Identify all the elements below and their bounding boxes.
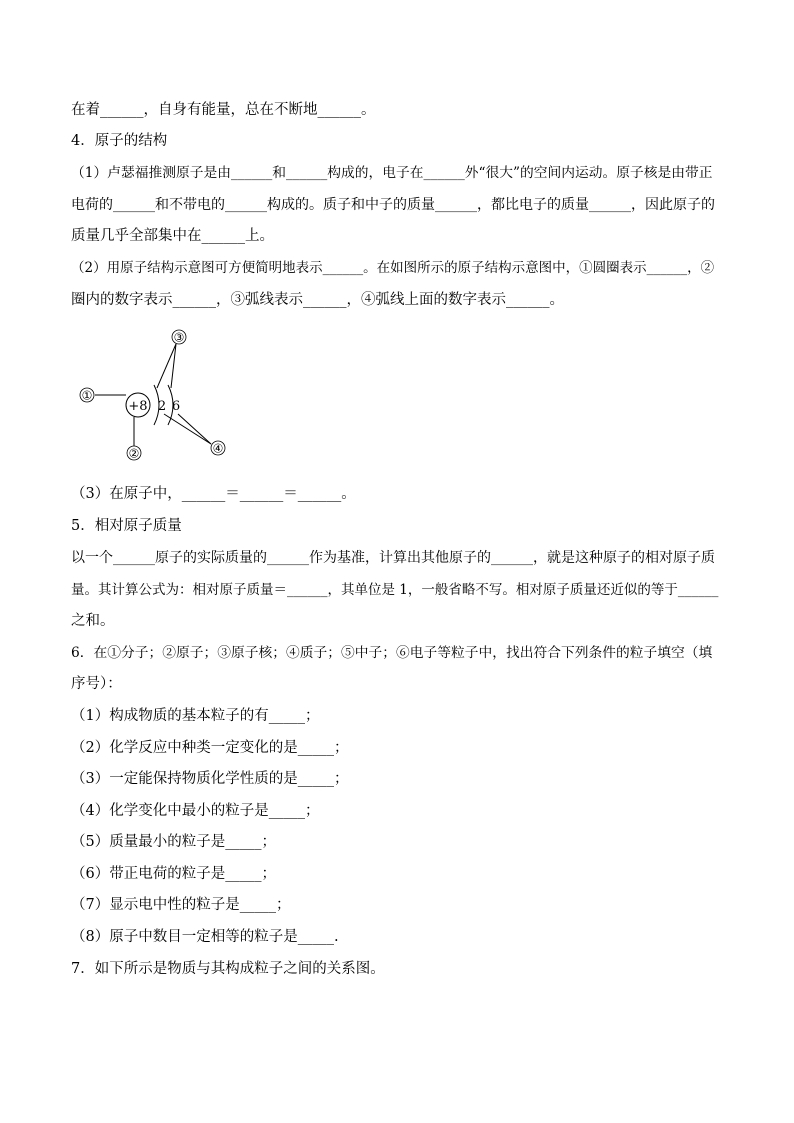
question-6-item-6: （6）带正电荷的粒子是_____； bbox=[71, 866, 276, 882]
question-6-item-4: （4）化学变化中最小的粒子是_____； bbox=[71, 803, 320, 819]
text-line-11: 量。其计算公式为：相对原子质量＝______，其单位是 1，一般省略不写。相对原子质量还近似的等于______ bbox=[71, 582, 719, 598]
text-line-6: （2）用原子结构示意图可方便简明地表示______。在如图所示的原子结构示意图中，①圆圈表示______，② bbox=[71, 260, 715, 276]
text-line-5: 质量几乎全部集中在______上。 bbox=[71, 228, 274, 244]
label-4-line-b bbox=[178, 414, 211, 444]
question-6-item-7: （7）显示电中性的粒子是_____； bbox=[71, 897, 291, 913]
question-6-item-8: （8）原子中数目一定相等的粒子是_____. bbox=[71, 929, 339, 945]
question-6-item-5: （5）质量最小的粒子是_____； bbox=[71, 834, 276, 850]
label-2: ② bbox=[128, 446, 140, 461]
text-line-3: （1）卢瑟福推测原子是由______和______构成的，电子在______外“很大”的空间内运动。原子核是由带正 bbox=[71, 165, 713, 181]
question-6-text: 6．在①分子；②原子；③原子核；④质子；⑤中子；⑥电子等粒子中，找出符合下列条件的粒子填空（填 bbox=[71, 645, 713, 661]
text-line-12: 之和。 bbox=[71, 613, 115, 629]
question-7-text: 7．如下所示是物质与其构成粒子之间的关系图。 bbox=[71, 961, 385, 977]
label-1: ① bbox=[81, 388, 93, 403]
label-4: ④ bbox=[212, 441, 224, 456]
text-line-1: 在着______，自身有能量，总在不断地______。 bbox=[71, 102, 376, 118]
nucleus-charge: +8 bbox=[128, 399, 148, 414]
section-5-heading: 5．相对原子质量 bbox=[71, 518, 182, 534]
shell-1-electrons: 2 bbox=[157, 399, 167, 414]
text-line-8: （3）在原子中，______＝______＝______。 bbox=[71, 486, 356, 502]
label-3: ③ bbox=[173, 330, 185, 345]
shell-2-electrons: 6 bbox=[171, 399, 181, 414]
label-4-line-a bbox=[164, 414, 211, 444]
text-line-10: 以一个______原子的实际质量的______作为基准，计算出其他原子的______，就是这种原子的相对原子质 bbox=[71, 550, 715, 566]
text-line-7: 圈内的数字表示______，③弧线表示______，④弧线上面的数字表示______。 bbox=[71, 292, 564, 308]
text-line-4: 电荷的______和不带电的______构成的。质子和中子的质量______，都比电子的质量______，因此原子的 bbox=[71, 197, 715, 213]
atom-structure-svg bbox=[70, 322, 240, 467]
atom-structure-diagram bbox=[70, 322, 240, 467]
question-6-text-cont: 序号）： bbox=[71, 676, 122, 692]
question-6-item-2: （2）化学反应中种类一定变化的是_____； bbox=[71, 740, 349, 756]
section-4-heading: 4．原子的结构 bbox=[71, 133, 168, 149]
question-6-item-1: （1）构成物质的基本粒子的有_____； bbox=[71, 708, 320, 724]
question-6-item-3: （3）一定能保持物质化学性质的是_____； bbox=[71, 771, 349, 787]
